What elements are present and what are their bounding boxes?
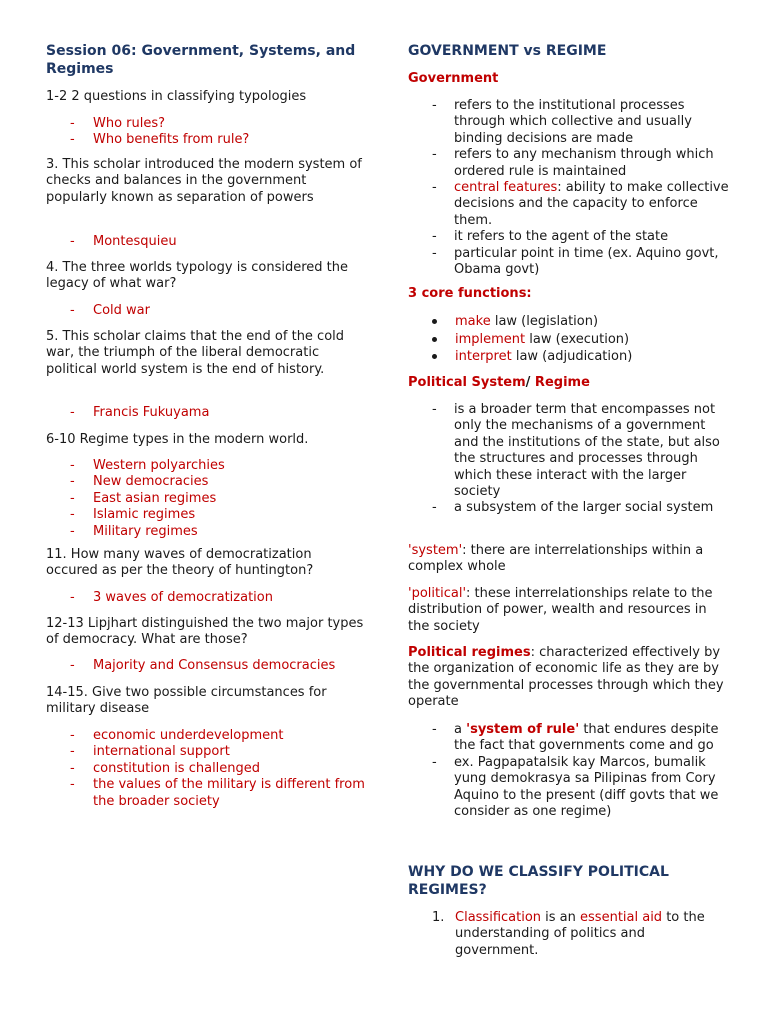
question-11: 11. How many waves of democratization occured as per the theory of huntington? [46,547,314,579]
list-item: - ex. Pagpapatalsik kay Marcos, bumalik yung demokrasya sa Pilipinas from Cory Aquino to the present (diff govts that we consider as one regime) [408,755,730,821]
political-system-heading [408,375,730,391]
list-item [408,331,730,349]
item-text: : ability to make collective decisions and the capacity to enforce them. [454,180,729,228]
question-1-2: 1-2 2 questions in classifying typologies [46,89,307,104]
highlight-text: interpret [455,349,512,364]
item-text: law (legislation) [490,314,599,329]
answers-14-15 [46,728,366,810]
answers-1-2 [46,116,366,149]
heading-part: Political System [408,375,526,390]
heading-part: Regime [530,375,590,390]
list-item: - international support [46,744,366,760]
list-item: - New democracies [46,474,366,490]
political-regimes-definition [408,645,730,711]
list-item: - Military regimes [46,524,366,540]
answer-3 [46,234,366,250]
item-text: law (execution) [525,331,630,347]
answer-12-13 [46,658,366,674]
list-item: - Western polyarchies [46,458,366,474]
core-functions-list [408,313,730,366]
highlight-text: make [455,314,491,329]
item-text: that endures despite the fact that governments come and go [454,722,719,754]
item-text: is an [541,910,581,925]
list-item: - Who rules? [46,116,366,132]
item-text: : characterized effectively by the organization of economic life as they are by the governmental processes through which they operate [408,645,724,710]
question-12-13: 12-13 Lipjhart distinguished the two major types of democracy. What are those? [46,616,364,648]
highlight-text: essential aid [580,910,663,925]
item-text: law (adjudication) [511,349,633,364]
highlight-text: 'system' [408,543,463,558]
political-system-list [408,402,730,517]
why-classify-heading: WHY DO WE CLASSIFY POLITICAL REGIMES? [408,864,669,898]
section-title-government-vs-regime: GOVERNMENT vs REGIME [408,43,607,59]
heading-slash: / [525,375,531,390]
list-item: - Montesquieu [46,234,366,250]
highlight-text: Classification [455,910,542,925]
list-item: - Cold war [46,303,366,319]
answers-6-10 [46,458,366,540]
list-item: - East asian regimes [46,491,366,507]
question-3: 3. This scholar introduced the modern system of checks and balances in the government popularly known as separation of powers [46,157,362,205]
list-item: - it refers to the agent of the state [408,229,730,245]
list-item [408,348,730,366]
highlight-text: 'political' [408,586,467,601]
item-text: a [454,722,467,737]
list-item: - refers to any mechanism through which ordered rule is maintained [408,147,730,180]
list-item: - refers to the institutional processes through which collective and usually binding decisions are made [408,98,730,147]
list-item: - is a broader term that encompasses not only the mechanisms of a government and the institutions of the state, but also the structures and processes through which these interact with the larger society [408,402,730,500]
government-heading: Government [408,71,499,86]
highlight-text: 'system of rule' [466,722,580,737]
list-item: - Who benefits from rule? [46,132,366,148]
session-title: Session 06: Government, Systems, and Regimes [46,43,356,77]
list-item [408,910,730,959]
system-definition [408,543,730,576]
item-text: : these interrelationships relate to the distribution of power, wealth and resources in the society [408,586,713,634]
list-item: - a subsystem of the larger social system [408,500,730,516]
list-item [408,180,730,229]
regime-list [408,722,730,820]
list-item: - the values of the military is different from the broader society [46,777,366,810]
question-14-15: 14-15. Give two possible circumstances for military disease [46,685,327,717]
item-text: to the understanding of politics and government. [455,910,705,958]
government-list [408,98,730,278]
question-5: 5. This scholar claims that the end of the cold war, the triumph of the liberal democratic political world system is the end of history. [46,329,345,377]
list-item: - 3 waves of democratization [46,590,366,606]
list-item: - economic underdevelopment [46,728,366,744]
why-classify-list [408,910,730,959]
answer-11 [46,590,366,606]
list-item: - constitution is challenged [46,761,366,777]
list-item [408,313,730,331]
list-item: - Francis Fukuyama [46,405,366,421]
question-4: 4. The three worlds typology is considered the legacy of what war? [46,260,348,292]
list-item: - Majority and Consensus democracies [46,658,366,674]
list-number: 1. [432,910,445,925]
core-functions-heading: 3 core functions: [408,286,532,301]
political-definition [408,586,730,635]
question-6-10: 6-10 Regime types in the modern world. [46,432,309,447]
list-item: - Islamic regimes [46,507,366,523]
answer-5 [46,405,366,421]
item-text: : there are interrelationships within a complex whole [408,543,704,575]
answer-4 [46,303,366,319]
highlight-text: implement [455,331,526,347]
list-item: - particular point in time (ex. Aquino govt, Obama govt) [408,246,730,279]
highlight-text: Political regimes [408,645,531,660]
highlight-text: central features [454,180,558,196]
list-item [408,722,730,755]
